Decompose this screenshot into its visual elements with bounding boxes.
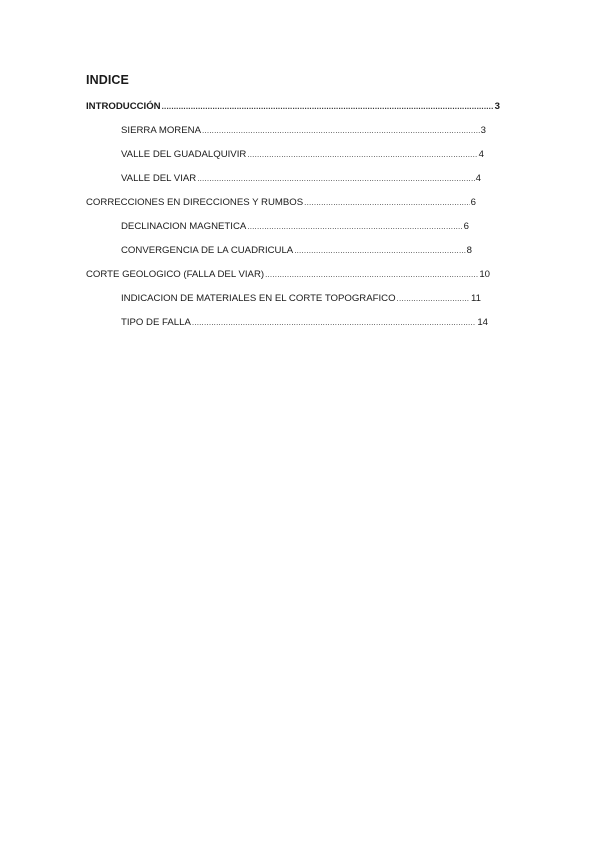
toc-entry-sierra-morena [121, 125, 486, 137]
toc-entry-label: TIPO DE FALLA [121, 317, 191, 328]
toc-entry-indicacion-materiales [121, 293, 481, 305]
dot-leader [162, 101, 494, 113]
toc-page-number: 10 [479, 269, 490, 280]
toc-page-number: 14 [477, 317, 488, 328]
toc-entry-label: DECLINACION MAGNETICA [121, 221, 247, 232]
dot-leader [247, 221, 462, 233]
toc-entry-label: VALLE DEL VIAR [121, 173, 197, 184]
toc-entry-convergencia [121, 245, 472, 257]
toc-entry-label: CORTE GEOLOGICO (FALLA DEL VIAR) [86, 269, 265, 280]
toc-entry-valle-guadalquivir [121, 149, 484, 161]
dot-leader [202, 125, 480, 137]
toc-page-number: 8 [466, 245, 472, 256]
dot-leader [192, 317, 476, 329]
dot-leader [265, 269, 478, 281]
toc-entry-label: VALLE DEL GUADALQUIVIR [121, 149, 247, 160]
toc-page-number: 6 [463, 221, 469, 232]
toc-title: INDICE [86, 73, 129, 87]
toc-entry-label: CONVERGENCIA DE LA CUADRICULA [121, 245, 294, 256]
toc-page-number: 4 [478, 149, 484, 160]
toc-page-number: 3 [480, 125, 486, 136]
toc-entry-label: SIERRA MORENA [121, 125, 201, 136]
toc-entry-label: INTRODUCCIÓN [86, 101, 161, 112]
dot-leader [397, 293, 470, 305]
toc-page-number: 6 [470, 197, 476, 208]
toc-entry-correcciones [86, 197, 476, 209]
dot-leader [294, 245, 465, 257]
toc-entry-tipo-falla [121, 317, 488, 329]
toc-page-number: 4 [475, 173, 481, 184]
dot-leader [304, 197, 470, 209]
toc-entry-corte-geologico [86, 269, 490, 281]
dot-leader [197, 173, 474, 185]
dot-leader [247, 149, 477, 161]
toc-entry-declinacion [121, 221, 469, 233]
toc-entry-introduccion [86, 101, 500, 113]
toc-page-number: 3 [494, 101, 500, 112]
toc-entry-valle-viar [121, 173, 481, 185]
toc-page-number: 11 [471, 293, 481, 304]
toc-entry-label: CORRECCIONES EN DIRECCIONES Y RUMBOS [86, 197, 304, 208]
toc-entry-label: INDICACION DE MATERIALES EN EL CORTE TOPOGRAFICO [121, 293, 396, 304]
